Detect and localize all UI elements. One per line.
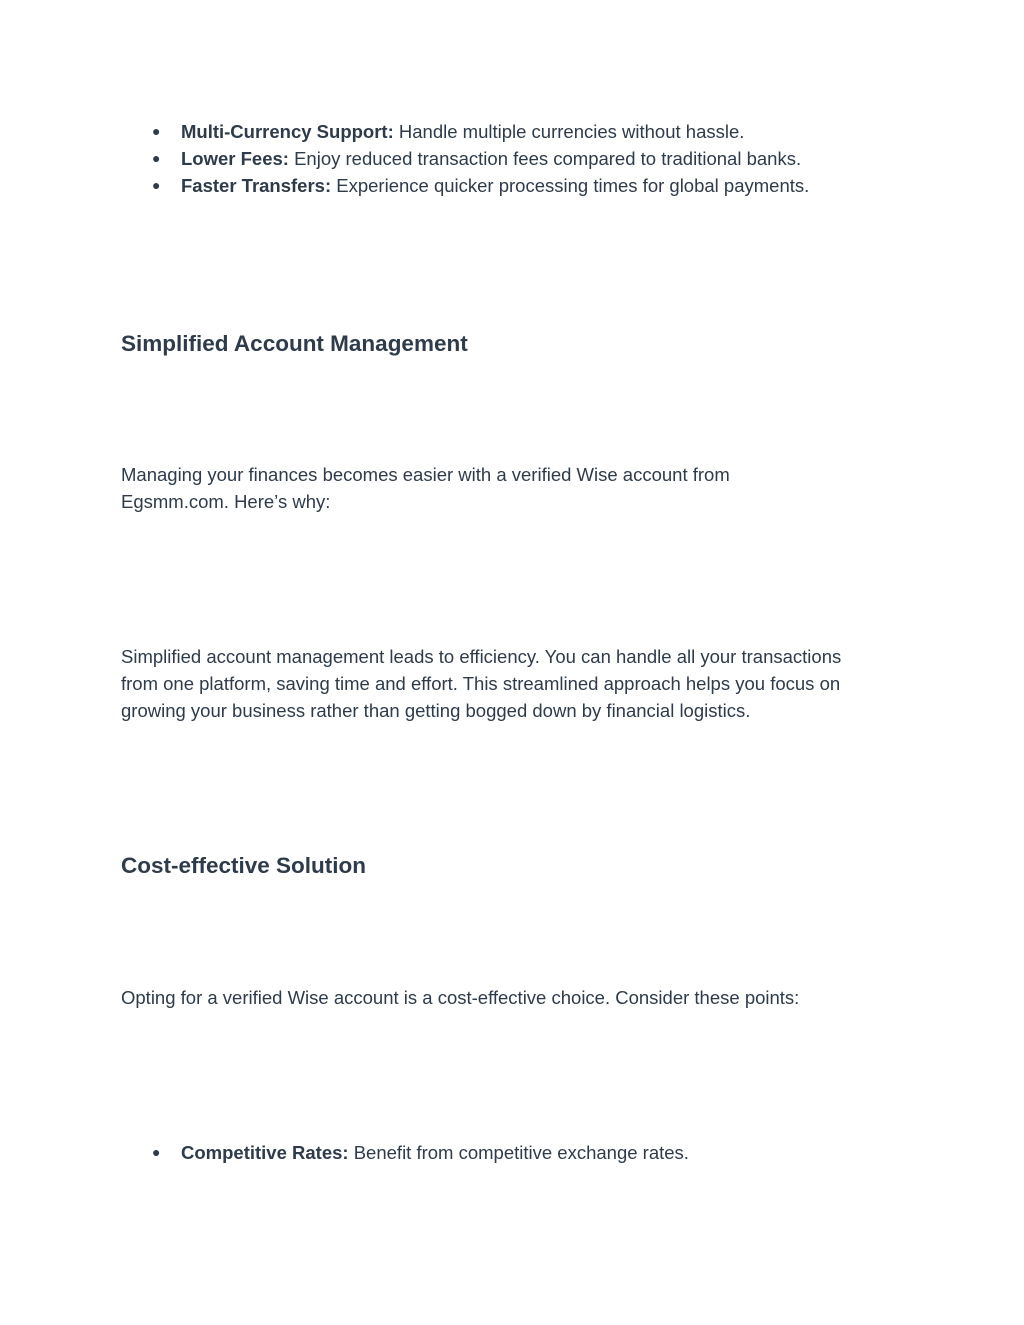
list-item-text: Benefit from competitive exchange rates. bbox=[348, 1142, 689, 1163]
bullet-icon: ● bbox=[152, 150, 161, 166]
section-heading: Cost-effective Solution bbox=[121, 853, 367, 878]
list-item-text: Handle multiple currencies without hassle. bbox=[393, 121, 745, 142]
bullet-icon: ● bbox=[152, 123, 161, 139]
paragraph-line: Simplified account management leads to efficiency. You can handle all your transactions bbox=[121, 646, 842, 667]
list-item-label: Faster Transfers: bbox=[181, 175, 332, 196]
paragraph-line: Opting for a verified Wise account is a cost-effective choice. Consider these points: bbox=[121, 987, 800, 1008]
list-item-label: Competitive Rates: bbox=[181, 1142, 349, 1163]
feature-list bbox=[148, 118, 809, 199]
paragraph bbox=[121, 461, 921, 515]
list-item-text: Enjoy reduced transaction fees compared to traditional banks. bbox=[288, 148, 802, 169]
list-item-label: Lower Fees: bbox=[181, 148, 289, 169]
bullet-icon: ● bbox=[152, 177, 161, 193]
paragraph-line: Egsmm.com. Here’s why: bbox=[121, 491, 331, 512]
list-item-label: Multi-Currency Support: bbox=[181, 121, 394, 142]
paragraph bbox=[121, 643, 921, 724]
paragraph-line: from one platform, saving time and effort. This streamlined approach helps you focus on bbox=[121, 673, 841, 694]
paragraph bbox=[121, 984, 921, 1011]
list-item bbox=[148, 172, 809, 199]
list-item-text: Experience quicker processing times for global payments. bbox=[331, 175, 810, 196]
section-heading: Simplified Account Management bbox=[121, 331, 468, 356]
list-item bbox=[148, 1139, 689, 1166]
bullet-icon: ● bbox=[152, 1144, 161, 1160]
paragraph-line: Managing your finances becomes easier with a verified Wise account from bbox=[121, 464, 730, 485]
list-item bbox=[148, 145, 809, 172]
list-item bbox=[148, 118, 809, 145]
feature-list bbox=[148, 1139, 689, 1166]
paragraph-line: growing your business rather than getting bogged down by financial logistics. bbox=[121, 700, 751, 721]
